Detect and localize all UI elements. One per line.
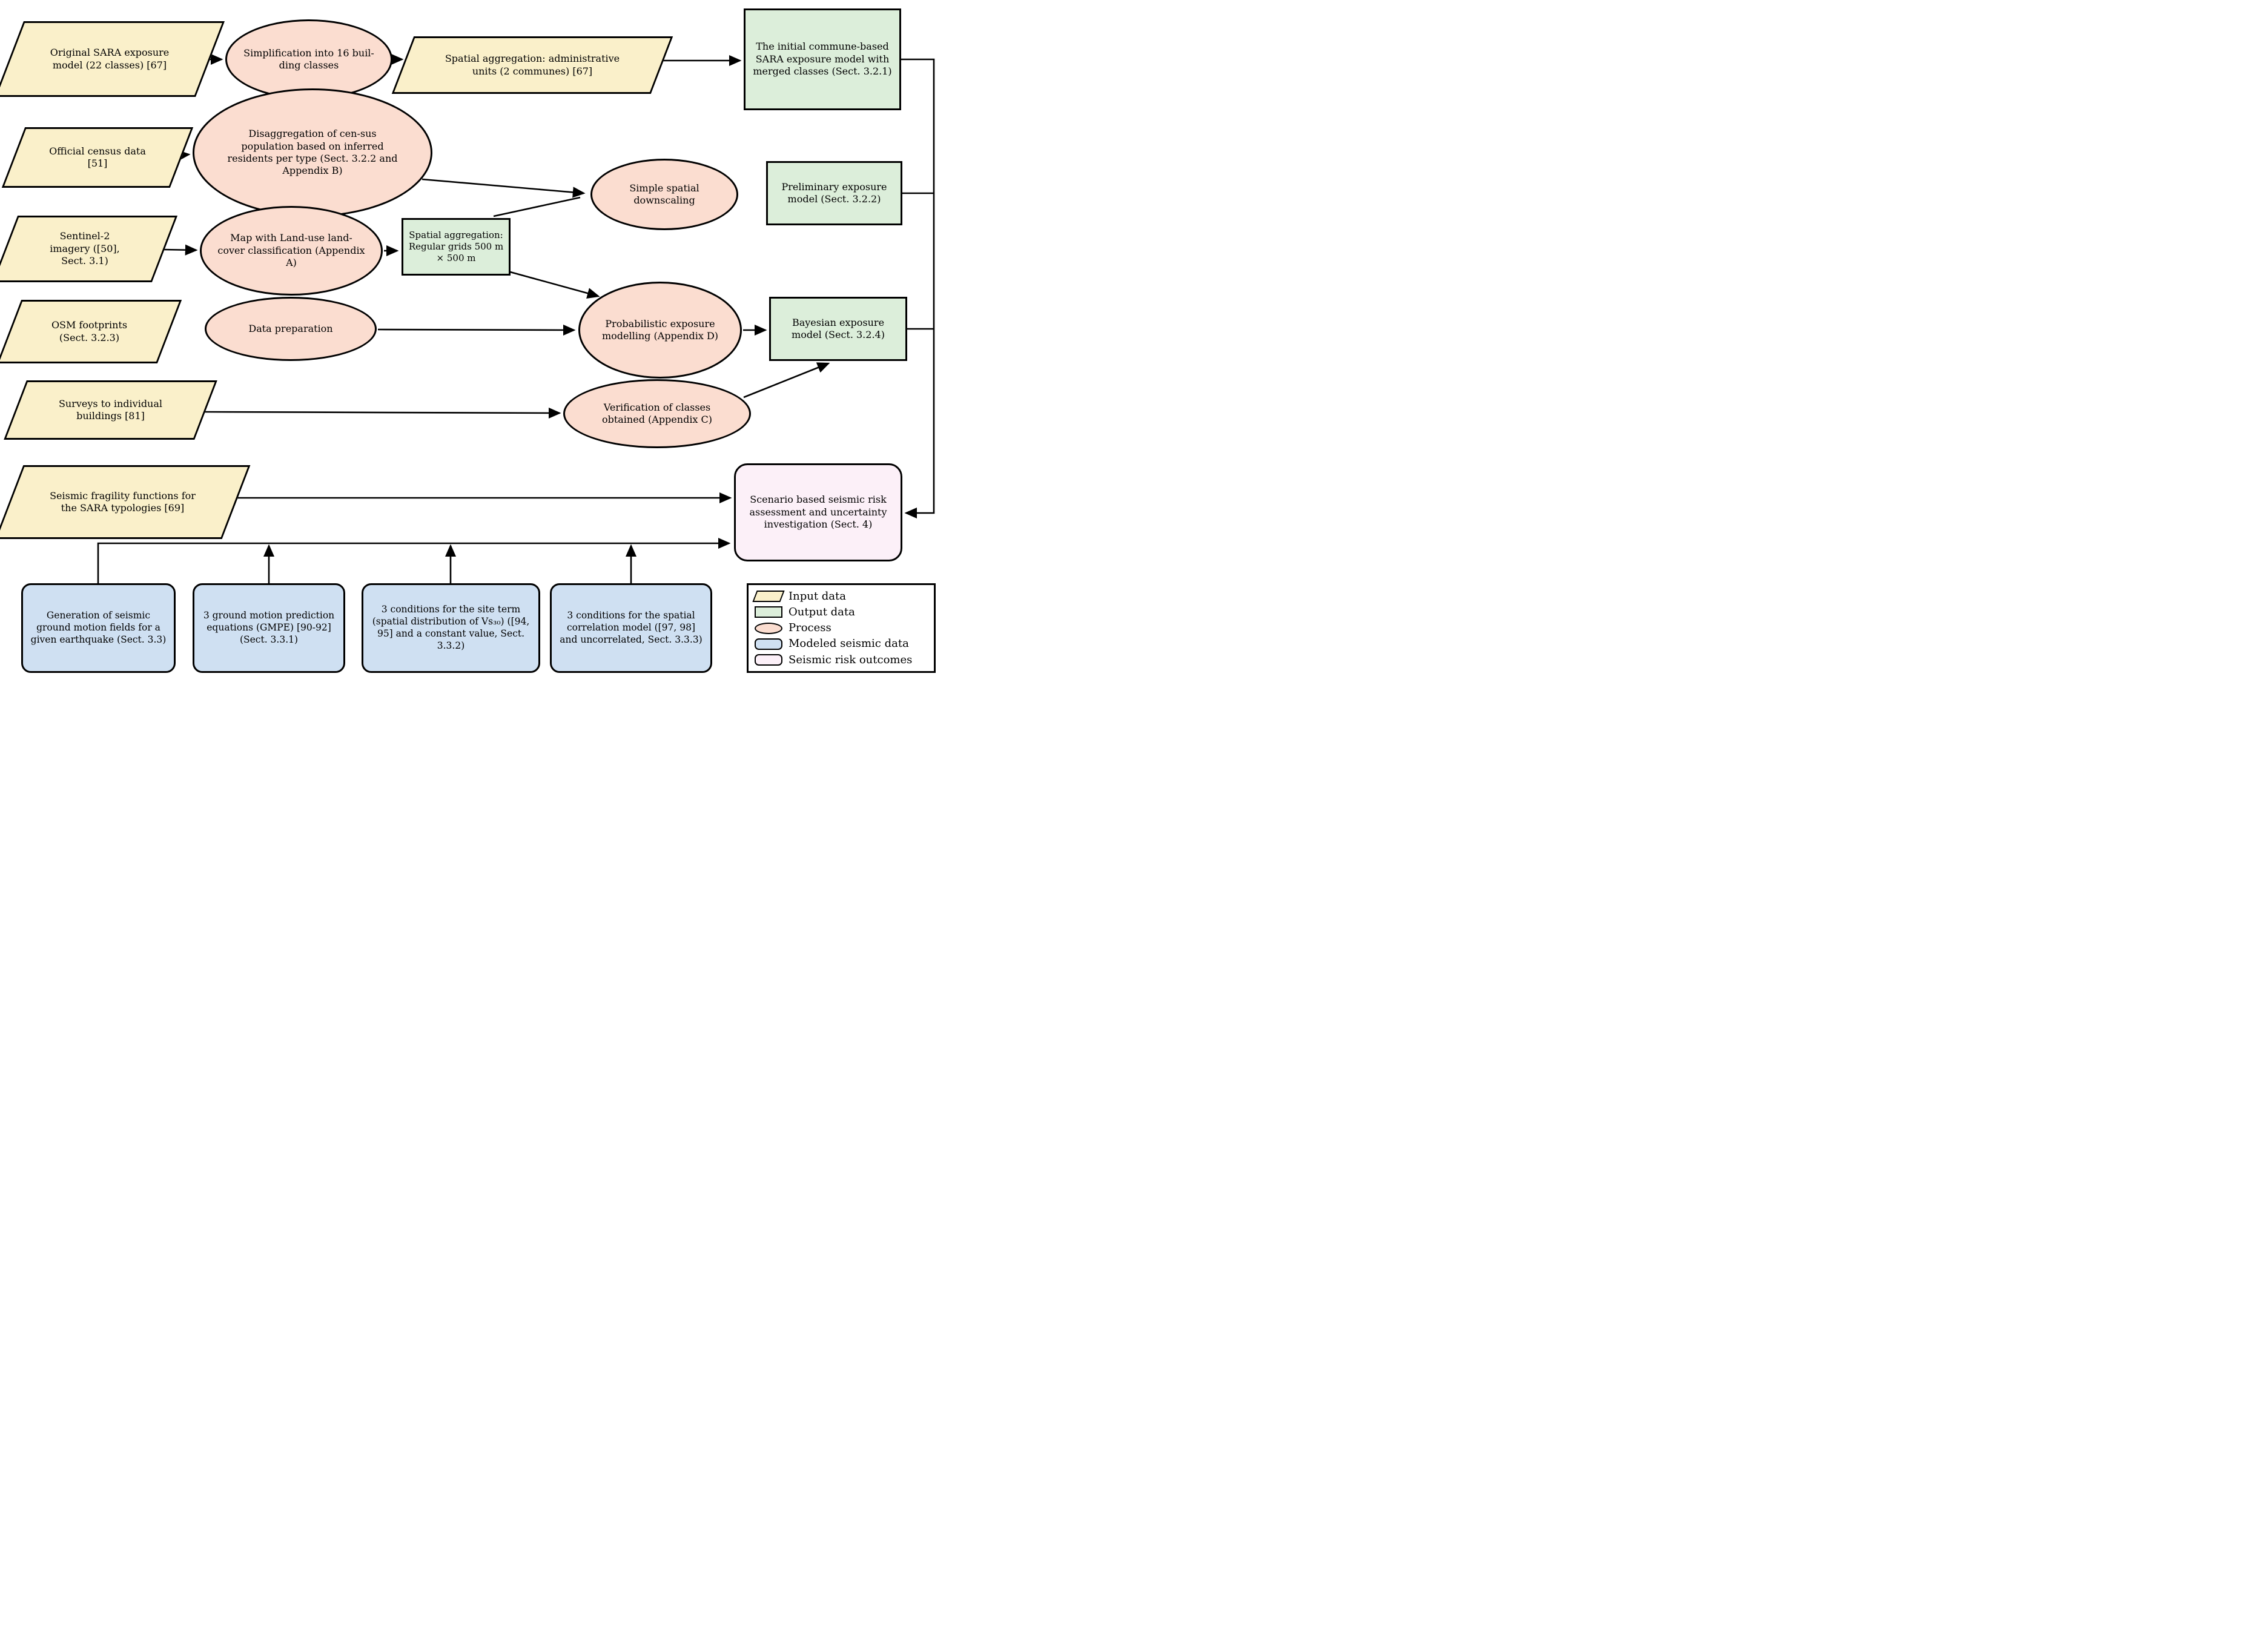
process-disaggregation-census: Disaggregation of cen-sus population based on inferred residents per type (Sect. 3.2.2 and Appendix B) bbox=[193, 88, 432, 217]
input-surveys-individual-buildings: Surveys to individual buildings [81] bbox=[15, 380, 206, 440]
process-landuse-landcover-map: Map with Land-use land-cover classification (Appendix A) bbox=[200, 206, 383, 296]
modeled-site-term-conditions: 3 conditions for the site term (spatial distribution of Vs₃₀) ([94, 95] and a constant value, Sect. 3.3.2) bbox=[362, 583, 540, 673]
legend-item-modeled: Modeled seismic data bbox=[755, 638, 928, 650]
outcome-scenario-seismic-risk: Scenario based seismic risk assessment and uncertainty investigation (Sect. 4) bbox=[734, 463, 902, 561]
legend bbox=[747, 583, 936, 673]
legend-item-output: Output data bbox=[755, 606, 928, 618]
input-osm-footprints: OSM footprints (Sect. 3.2.3) bbox=[9, 300, 170, 363]
input-spatial-aggregation-admin: Spatial aggregation: administrative units (2 communes) [67] bbox=[403, 36, 662, 94]
input-seismic-fragility-functions: Seismic fragility functions for the SARA typologies [69] bbox=[9, 465, 236, 539]
process-probabilistic-exposure-modelling: Probabilistic exposure modelling (Appendix D) bbox=[578, 282, 742, 379]
process-simplification: Simplification into 16 buil-ding classes bbox=[225, 19, 392, 99]
process-verification-of-classes: Verification of classes obtained (Appendix C) bbox=[563, 379, 751, 448]
modeled-generation-ground-motion-fields: Generation of seismic ground motion fields for a given earthquake (Sect. 3.3) bbox=[21, 583, 176, 673]
output-swatch-icon bbox=[755, 606, 782, 618]
output-spatial-aggregation-grids: Spatial aggregation: Regular grids 500 m × 500 m bbox=[402, 218, 511, 276]
input-sentinel2-imagery: Sentinel-2 imagery ([50], Sect. 3.1) bbox=[5, 216, 165, 282]
legend-item-process: Process bbox=[755, 623, 928, 634]
process-data-preparation: Data preparation bbox=[205, 297, 377, 361]
input-swatch-icon bbox=[752, 591, 784, 602]
process-swatch-icon bbox=[755, 623, 782, 634]
flowchart-figure bbox=[0, 0, 945, 684]
output-initial-commune-model: The initial commune-based SARA exposure model with merged classes (Sect. 3.2.1) bbox=[744, 8, 901, 110]
output-bayesian-exposure-model: Bayesian exposure model (Sect. 3.2.4) bbox=[769, 297, 907, 361]
modeled-gmpe-equations: 3 ground motion prediction equations (GMPE) [90-92] (Sect. 3.3.1) bbox=[193, 583, 345, 673]
output-preliminary-exposure-model: Preliminary exposure model (Sect. 3.2.2) bbox=[766, 161, 902, 225]
process-simple-spatial-downscaling: Simple spatial downscaling bbox=[590, 159, 738, 230]
legend-item-input: Input data bbox=[755, 591, 928, 602]
legend-item-outcome: Seismic risk outcomes bbox=[755, 654, 928, 666]
outcome-swatch-icon bbox=[755, 654, 782, 666]
input-original-sara-exposure: Original SARA exposure model (22 classes) [67] bbox=[9, 21, 210, 97]
modeled-spatial-correlation-conditions: 3 conditions for the spatial correlation model ([97, 98] and uncorrelated, Sect. 3.3.3) bbox=[550, 583, 712, 673]
input-official-census-data: Official census data [51] bbox=[13, 127, 182, 188]
modeled-swatch-icon bbox=[755, 638, 782, 650]
